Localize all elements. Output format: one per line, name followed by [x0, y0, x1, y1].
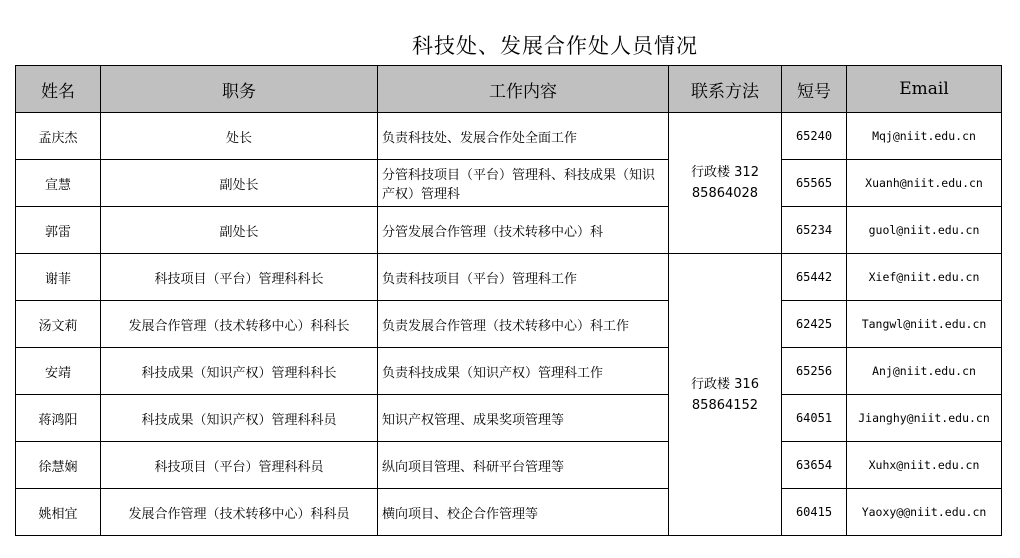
cell-duty: 负责科技项目（平台）管理科工作	[378, 254, 669, 301]
cell-email: Mqj@niit.edu.cn	[847, 113, 1002, 160]
contact-office: 行政楼 312	[691, 165, 759, 180]
contact-office: 行政楼 316	[691, 376, 759, 392]
table-row	[16, 348, 1002, 395]
cell-name: 安靖	[16, 348, 101, 395]
cell-contact	[669, 254, 782, 536]
page-title: 科技处、发展合作处人员情况	[412, 34, 698, 58]
table-row	[16, 254, 1002, 301]
cell-title: 科技项目（平台）管理科科员	[101, 442, 378, 489]
cell-name: 宣慧	[16, 160, 101, 207]
cell-duty: 知识产权管理、成果奖项管理等	[378, 395, 669, 442]
cell-duty: 分管发展合作管理（技术转移中心）科	[378, 207, 669, 254]
cell-title: 副处长	[101, 207, 378, 254]
header-contact: 联系方法	[669, 66, 782, 113]
header-short-number: 短号	[782, 66, 847, 113]
cell-name: 谢菲	[16, 254, 101, 301]
cell-title: 科技成果（知识产权）管理科科员	[101, 395, 378, 442]
cell-title: 副处长	[101, 160, 378, 207]
cell-name: 姚相宜	[16, 489, 101, 536]
cell-title: 发展合作管理（技术转移中心）科科长	[101, 301, 378, 348]
cell-short-number: 60415	[782, 489, 847, 536]
header-title: 职务	[101, 66, 378, 113]
cell-short-number: 62425	[782, 301, 847, 348]
cell-title: 科技项目（平台）管理科科长	[101, 254, 378, 301]
cell-email: Anj@niit.edu.cn	[847, 348, 1002, 395]
header-duty: 工作内容	[378, 66, 669, 113]
table-row	[16, 301, 1002, 348]
cell-short-number: 64051	[782, 395, 847, 442]
cell-duty: 负责科技处、发展合作处全面工作	[378, 113, 669, 160]
cell-email: Jianghy@niit.edu.cn	[847, 395, 1002, 442]
cell-name: 郭雷	[16, 207, 101, 254]
cell-duty: 横向项目、校企合作管理等	[378, 489, 669, 536]
cell-contact	[669, 113, 782, 254]
contact-phone: 85864152	[691, 397, 759, 413]
table-row	[16, 395, 1002, 442]
cell-email: guol@niit.edu.cn	[847, 207, 1002, 254]
cell-short-number: 65256	[782, 348, 847, 395]
staff-table	[15, 65, 1002, 536]
cell-email: Yaoxy@@niit.edu.cn	[847, 489, 1002, 536]
header-email: Email	[847, 66, 1002, 113]
header-row	[16, 66, 1002, 113]
cell-duty: 负责发展合作管理（技术转移中心）科工作	[378, 301, 669, 348]
cell-short-number: 63654	[782, 442, 847, 489]
cell-duty: 分管科技项目（平台）管理科、科技成果（知识产权）管理科	[378, 160, 669, 207]
cell-title: 发展合作管理（技术转移中心）科科员	[101, 489, 378, 536]
cell-email: Xuhx@niit.edu.cn	[847, 442, 1002, 489]
cell-email: Xief@niit.edu.cn	[847, 254, 1002, 301]
cell-name: 蒋鸿阳	[16, 395, 101, 442]
cell-title: 处长	[101, 113, 378, 160]
header-name: 姓名	[16, 66, 101, 113]
cell-short-number: 65442	[782, 254, 847, 301]
cell-email: Tangwl@niit.edu.cn	[847, 301, 1002, 348]
table-row	[16, 160, 1002, 207]
cell-duty: 纵向项目管理、科研平台管理等	[378, 442, 669, 489]
cell-name: 汤文莉	[16, 301, 101, 348]
cell-name: 孟庆杰	[16, 113, 101, 160]
cell-short-number: 65565	[782, 160, 847, 207]
table-row	[16, 207, 1002, 254]
cell-title: 科技成果（知识产权）管理科科长	[101, 348, 378, 395]
table-row	[16, 442, 1002, 489]
cell-short-number: 65234	[782, 207, 847, 254]
table-row	[16, 489, 1002, 536]
cell-email: Xuanh@niit.edu.cn	[847, 160, 1002, 207]
cell-name: 徐慧娴	[16, 442, 101, 489]
cell-duty: 负责科技成果（知识产权）管理科工作	[378, 348, 669, 395]
cell-short-number: 65240	[782, 113, 847, 160]
table-row	[16, 113, 1002, 160]
contact-phone: 85864028	[691, 186, 759, 201]
